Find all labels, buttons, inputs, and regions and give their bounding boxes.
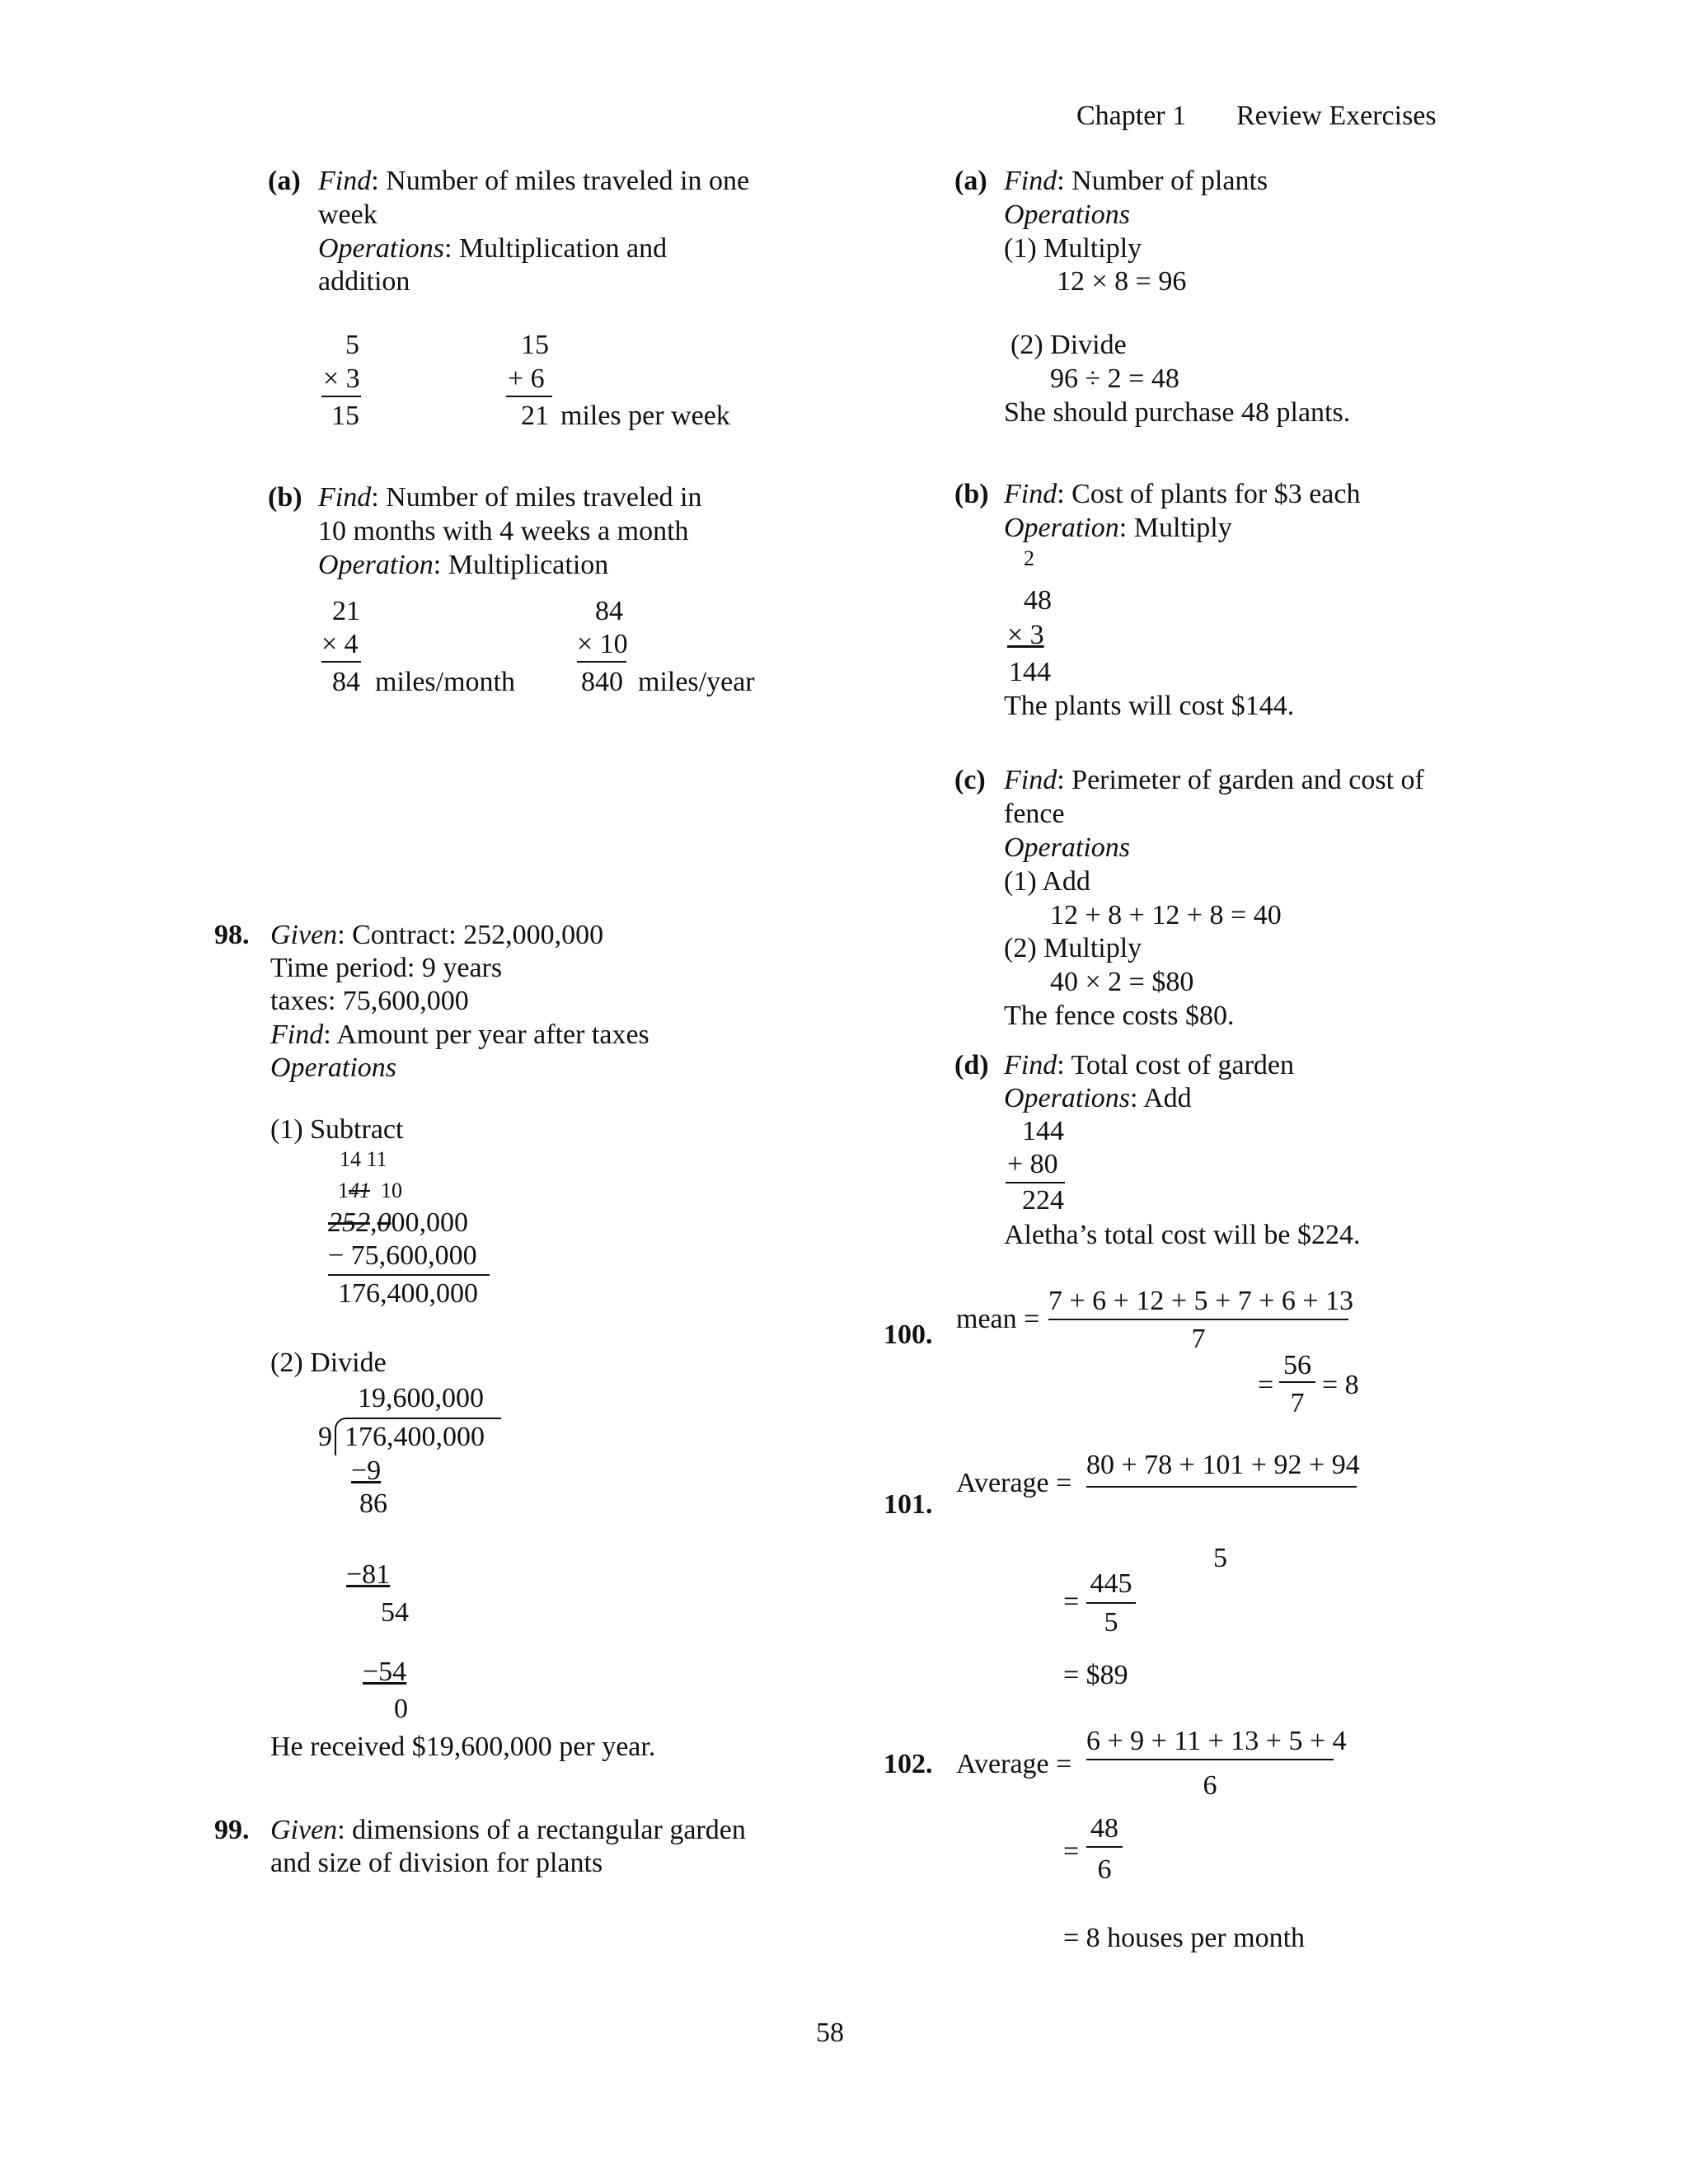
chapter-label: Chapter 1 (1076, 101, 1187, 131)
conclusion: She should purchase 48 plants. (1004, 397, 1351, 428)
mult-result: 144 (1009, 657, 1051, 687)
unit-label: miles per week (560, 401, 730, 431)
add-top: 144 (1022, 1116, 1064, 1146)
fraction-numerator: 6 + 9 + 11 + 13 + 5 + 4 (1086, 1726, 1347, 1756)
mult-operator: × 3 (323, 363, 360, 394)
borrow-row: 141 10 (338, 1179, 402, 1202)
equation: 12 × 8 = 96 (1057, 266, 1187, 297)
mult-result: 15 (331, 401, 359, 431)
quotient: 19,600,000 (358, 1383, 484, 1413)
mult-operator: × 3 (1007, 620, 1044, 650)
mult-top: 84 (595, 596, 623, 626)
unit-label: miles/month (375, 667, 515, 697)
find-line: Find: Amount per year after taxes (270, 1019, 649, 1050)
problem-number: 98. (214, 920, 250, 950)
conclusion: The plants will cost $144. (1004, 691, 1295, 721)
page-number: 58 (816, 2018, 844, 2048)
problem-number: 101. (884, 1489, 933, 1520)
minuend: 252,000,000 (328, 1207, 468, 1238)
division-step: 54 (381, 1597, 409, 1628)
lhs: Average = (956, 1749, 1072, 1779)
operations-line-cont: addition (318, 266, 410, 297)
equals: = (1063, 1586, 1080, 1617)
borrow-row: 14 11 (340, 1147, 387, 1171)
find-line: Find: Number of plants (1004, 166, 1268, 196)
fraction-bar (1086, 1602, 1136, 1604)
rule (1006, 1182, 1065, 1183)
given-line: Given: dimensions of a rectangular garden (270, 1815, 746, 1845)
add-operator: + 6 (508, 363, 545, 394)
mult-top: 5 (345, 330, 359, 360)
result: = $89 (1063, 1660, 1128, 1690)
division-step: −9 (351, 1455, 382, 1486)
operations-line: Operations: Add (1004, 1083, 1192, 1113)
step-label: (2) Multiply (1004, 933, 1142, 963)
equation: 40 × 2 = $80 (1050, 967, 1194, 997)
part-b-label: (b) (954, 479, 989, 509)
subtrahend: − 75,600,000 (328, 1240, 477, 1271)
equals: = (1258, 1370, 1274, 1400)
problem-number: 102. (884, 1749, 933, 1779)
rule (321, 396, 361, 397)
part-a-label: (a) (954, 166, 987, 196)
given-line: taxes: 75,600,000 (270, 986, 469, 1016)
division-step: −54 (363, 1657, 407, 1687)
fraction-numerator: 48 (1090, 1813, 1118, 1844)
operation-line: Operation: Multiplication (318, 550, 609, 580)
fraction-denominator: 6 (1097, 1854, 1112, 1885)
given-line: and size of division for plants (270, 1848, 603, 1878)
carry-digit: 2 (1024, 546, 1034, 570)
step-label: (2) Divide (1010, 330, 1127, 360)
fraction-bar (1048, 1319, 1348, 1320)
given-line: Time period: 9 years (270, 953, 503, 983)
find-line: Find: Number of miles traveled in (318, 482, 702, 513)
part-c-label: (c) (954, 765, 986, 795)
mult-top: 48 (1024, 585, 1052, 616)
fraction-denominator: 5 (1104, 1607, 1118, 1638)
result: = 8 (1322, 1370, 1359, 1400)
fraction-denominator: 6 (1203, 1770, 1217, 1801)
section-title: Review Exercises (1236, 101, 1437, 131)
find-line-cont: week (318, 199, 377, 230)
mult-top: 21 (332, 596, 360, 626)
operations-label: Operations (270, 1052, 396, 1083)
fraction-numerator: 7 + 6 + 12 + 5 + 7 + 6 + 13 (1048, 1286, 1354, 1316)
problem-number: 99. (214, 1815, 250, 1845)
lhs: Average = (956, 1468, 1072, 1498)
conclusion: Aletha’s total cost will be $224. (1004, 1220, 1361, 1250)
step-label: (1) Add (1004, 866, 1090, 897)
step-label: (1) Multiply (1004, 233, 1142, 264)
find-line: Find: Perimeter of garden and cost of (1004, 765, 1424, 795)
find-line-cont: 10 months with 4 weeks a month (318, 516, 689, 546)
fraction-bar (1086, 1846, 1123, 1848)
division-step: 0 (394, 1694, 408, 1724)
mult-result: 84 (332, 667, 360, 697)
problem-number: 100. (884, 1319, 933, 1350)
given-line: Given: Contract: 252,000,000 (270, 920, 604, 950)
lhs: mean = (956, 1304, 1040, 1334)
fraction-bar (1086, 1486, 1357, 1488)
conclusion: The fence costs $80. (1004, 1001, 1235, 1031)
part-a-label: (a) (268, 166, 301, 196)
operations-label: Operations (1004, 199, 1130, 230)
operation-line: Operation: Multiply (1004, 513, 1232, 543)
step-label: (1) Subtract (270, 1114, 404, 1145)
difference: 176,400,000 (338, 1278, 478, 1309)
mult-operator: × 4 (321, 629, 359, 659)
division-step: −81 (346, 1559, 391, 1590)
equation: 96 ÷ 2 = 48 (1050, 363, 1179, 394)
mult-operator: × 10 (577, 629, 628, 659)
rule (577, 661, 626, 663)
part-b-label: (b) (268, 482, 302, 513)
conclusion: He received $19,600,000 per year. (270, 1732, 656, 1762)
rule (328, 1274, 490, 1276)
operations-line: Operations: Multiplication and (318, 233, 668, 264)
step-label: (2) Divide (270, 1347, 387, 1378)
fraction-numerator: 80 + 78 + 101 + 92 + 94 (1086, 1450, 1360, 1480)
rule (506, 396, 552, 397)
result: = 8 houses per month (1063, 1923, 1306, 1953)
find-line: Find: Total cost of garden (1004, 1050, 1295, 1080)
find-line: Find: Cost of plants for $3 each (1004, 479, 1361, 509)
dividend: 176,400,000 (345, 1422, 485, 1452)
fraction-denominator: 7 (1290, 1388, 1305, 1418)
fraction-denominator: 5 (1213, 1543, 1227, 1573)
part-d-label: (d) (954, 1050, 989, 1080)
fraction-bar (1086, 1759, 1334, 1760)
fraction-numerator: 445 (1090, 1568, 1132, 1599)
fraction-numerator: 56 (1283, 1350, 1311, 1380)
find-line: Find: Number of miles traveled in one (318, 166, 750, 196)
rule (321, 661, 361, 663)
operations-label: Operations (1004, 832, 1130, 863)
division-step: 86 (359, 1488, 387, 1519)
add-operator: + 80 (1007, 1149, 1058, 1179)
add-result: 224 (1022, 1185, 1064, 1216)
fraction-denominator: 7 (1191, 1324, 1206, 1354)
add-top: 15 (521, 330, 549, 360)
divisor: 9 (318, 1422, 332, 1452)
unit-label: miles/year (638, 667, 755, 697)
equation: 12 + 8 + 12 + 8 = 40 (1050, 900, 1282, 930)
add-result: 21 (521, 401, 549, 431)
mult-result: 840 (581, 667, 623, 697)
fraction-bar (1279, 1381, 1315, 1383)
equals: = (1063, 1836, 1080, 1867)
find-line-cont: fence (1004, 799, 1065, 829)
